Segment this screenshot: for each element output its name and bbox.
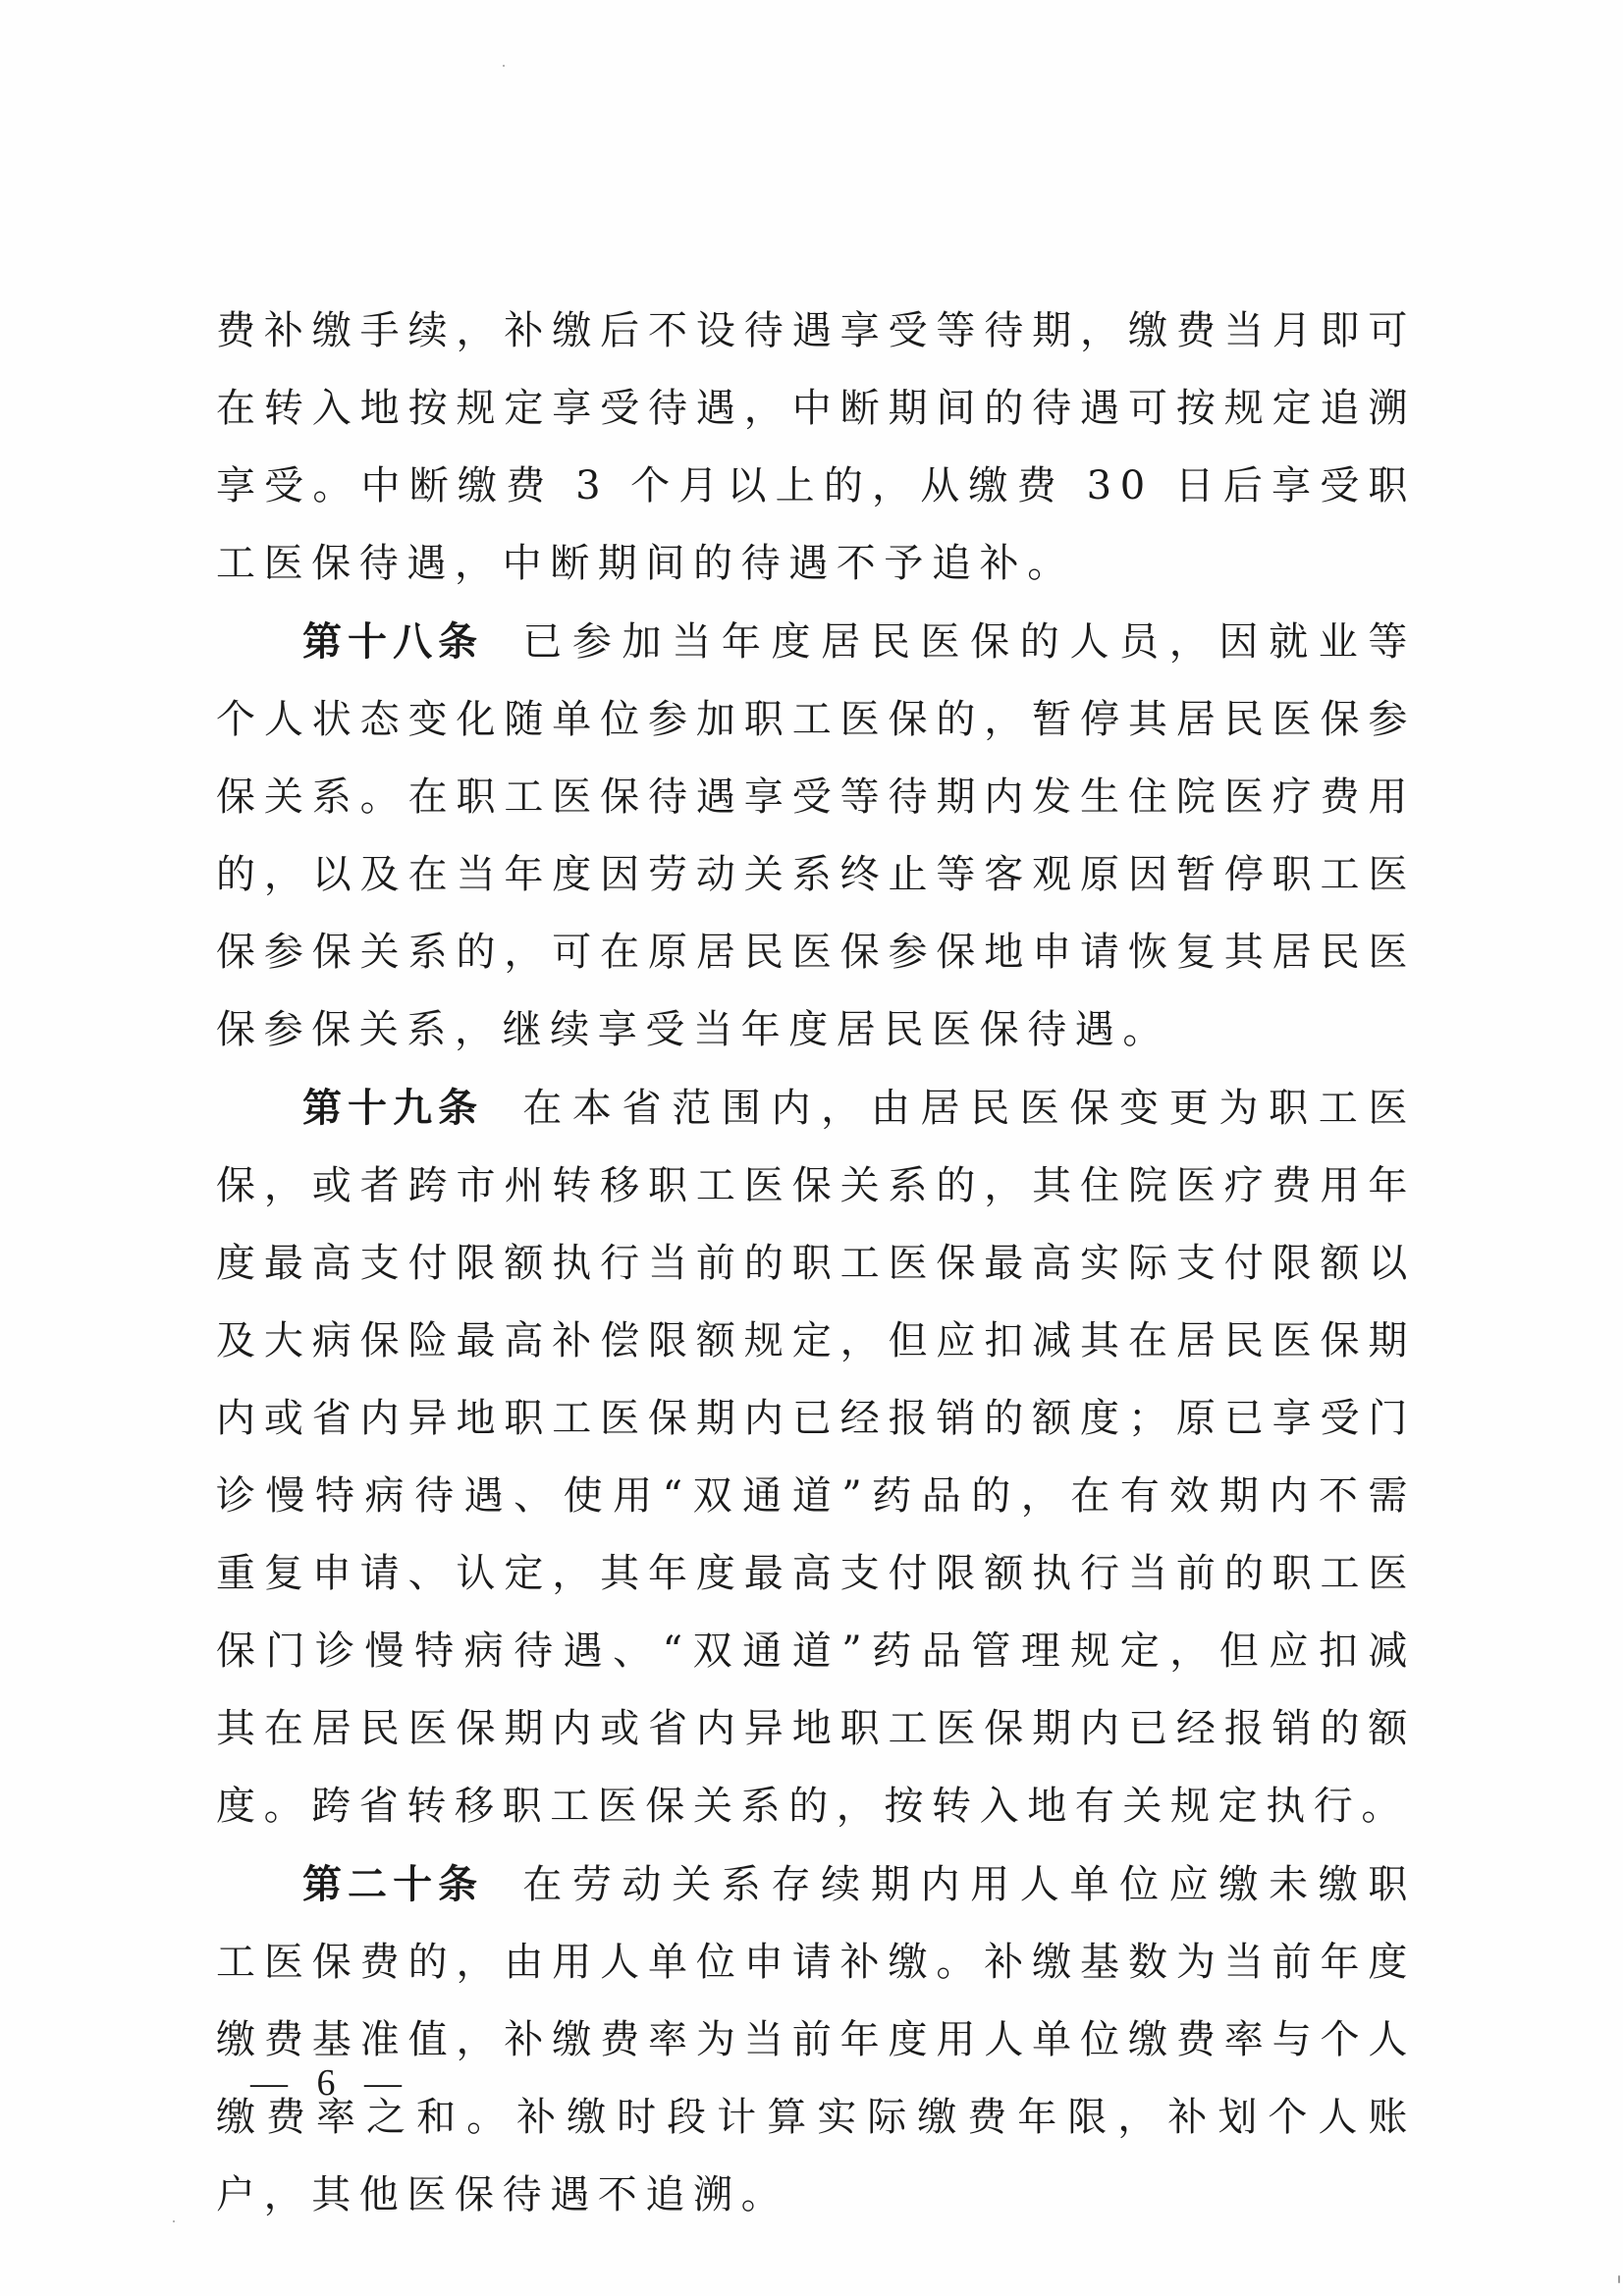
paragraph-text: 费补缴手续，补缴后不设待遇享受等待期，缴费当月即可在转入地按规定享受待遇，中断期间的待遇可按规定追溯享受。中断缴费 3 个月以上的，从缴费 30 日后享受职工医保待遇，中断期间的待遇不予追补。 (216, 308, 1416, 586)
article-number: 第二十条 (302, 1862, 484, 1907)
paragraph-continuation (216, 293, 1416, 603)
article-18 (216, 604, 1416, 1069)
document-body (216, 293, 1416, 2234)
article-number: 第十九条 (302, 1086, 484, 1131)
paragraph-text: 已参加当年度居民医保的人员，因就业等个人状态变化随单位参加职工医保的，暂停其居民医保参保关系。在职工医保待遇享受等待期内发生住院医疗费用的，以及在当年度因劳动关系终止等客观原因暂停职工医保参保关系的，可在原居民医保参保地申请恢复其居民医保参保关系，继续享受当年度居民医保待遇。 (216, 619, 1416, 1052)
scan-speck (503, 65, 505, 67)
article-number: 第十八条 (302, 619, 484, 665)
article-20 (216, 1846, 1416, 2234)
scan-speck (173, 2220, 175, 2222)
article-19 (216, 1070, 1416, 1845)
paragraph-text: 在本省范围内，由居民医保变更为职工医保，或者跨市州转移职工医保关系的，其住院医疗费用年度最高支付限额执行当前的职工医保最高实际支付限额以及大病保险最高补偿限额规定，但应扣减其在居民医保期内或省内异地职工医保期内已经报销的额度；原已享受门诊慢特病待遇、使用“双通道”药品的，在有效期内不需重复申请、认定，其年度最高支付限额执行当前的职工医保门诊慢特病待遇、“双通道”药品管理规定，但应扣减其在居民医保期内或省内异地职工医保期内已经报销的额度。跨省转移职工医保关系的，按转入地有关规定执行。 (216, 1086, 1416, 1829)
scan-speck (1618, 2275, 1620, 2283)
paragraph-text: 在劳动关系存续期内用人单位应缴未缴职工医保费的，由用人单位申请补缴。补缴基数为当前年度缴费基准值，补缴费率为当前年度用人单位缴费率与个人缴费率之和。补缴时段计算实际缴费年限，补划个人账户，其他医保待遇不追溯。 (216, 1862, 1416, 2217)
page-number: — 6 — (250, 2062, 411, 2104)
